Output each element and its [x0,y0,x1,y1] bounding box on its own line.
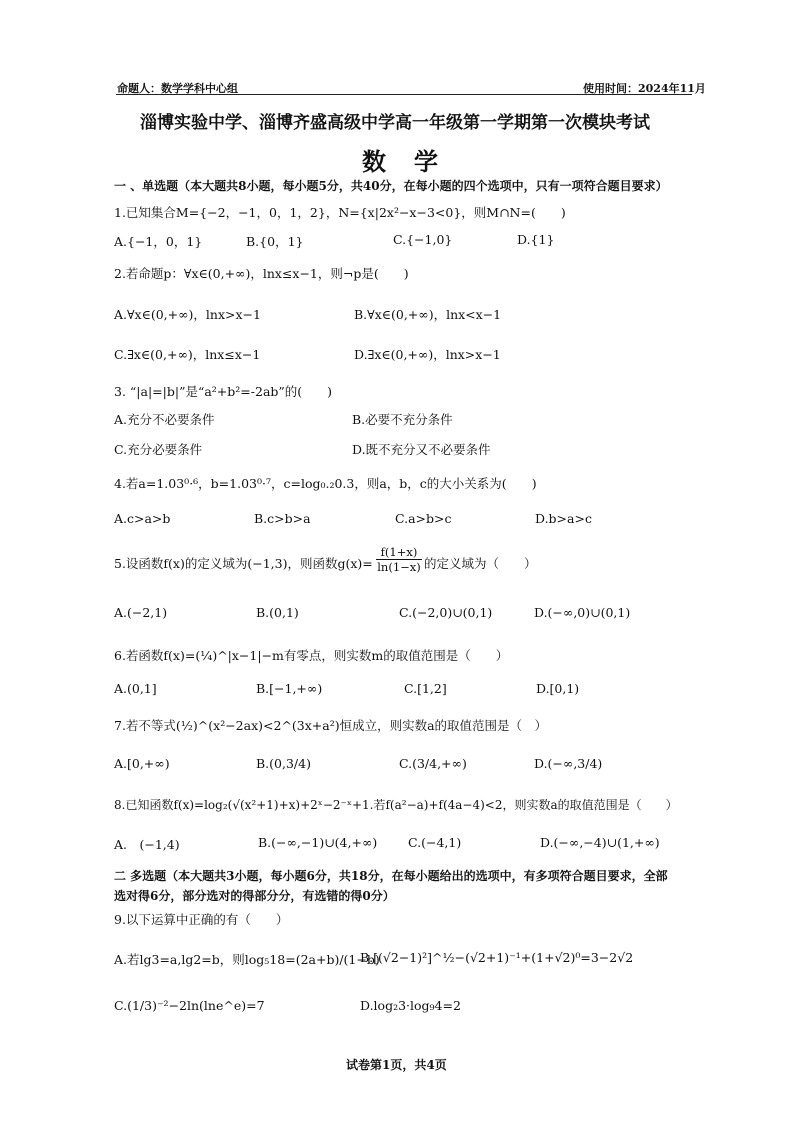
q4-option-d: D.b>a>c [535,511,592,526]
q6-option-b: B.[−1,+∞) [256,681,323,696]
q1-option-a: A.{−1，0，1} [114,234,203,249]
q3-option-c: C.充分必要条件 [114,442,203,457]
q8-option-c: C.(−4,1) [408,835,462,850]
header-author: 命题人：数学学科中心组 [117,82,238,95]
q9-option-b: B.[(√2−1)²]^½−(√2+1)⁻¹+(1+√2)⁰=3−2√2 [360,950,634,965]
q4-option-c: C.a>b>c [395,511,452,526]
q3-option-b: B.必要不充分条件 [352,412,453,427]
q5-option-d: D.(−∞,0)∪(0,1) [534,605,631,620]
q8-option-d: D.(−∞,−4)∪(1,+∞) [540,835,660,850]
question-5-stem-a: 5.设函数f(x)的定义域为(−1,3)，则函数g(x)= [114,556,373,571]
page-footer: 试卷第1页，共4页 [346,1058,447,1072]
section-heading-multi-choice-line1: 二 多选题（本大题共3小题，每小题6分，共18分，在每小题给出的选项中，有多项符合题目要求，全部 [114,869,668,883]
q2-option-c: C.∃x∈(0,+∞)，lnx≤x−1 [114,347,261,362]
q6-option-c: C.[1,2] [404,681,447,696]
question-4-stem: 4.若a=1.03⁰·⁶，b=1.03⁰·⁷，c=log₀.₂0.3，则a，b，c的大小关系为( ) [114,476,537,491]
header-divider [116,94,692,95]
q5-option-c: C.(−2,0)∪(0,1) [399,605,493,620]
q6-option-d: D.[0,1) [536,681,580,696]
q3-option-a: A.充分不必要条件 [114,412,215,427]
question-2-stem: 2.若命题p：∀x∈(0,+∞)，lnx≤x−1，则¬p是( ) [114,266,409,281]
q5-option-b: B.(0,1) [256,605,299,620]
subject-title: 数学 [362,148,466,176]
q5-frac-denominator: ln(1−x) [377,560,421,574]
q4-option-a: A.c>a>b [114,511,171,526]
q4-option-b: B.c>b>a [254,511,311,526]
question-3-stem: 3. “|a|=|b|”是“a²+b²=-2ab”的( ) [114,384,333,399]
q9-option-a: A.若lg3=a,lg2=b，则log₅18=(2a+b)/(1−b) [114,952,380,967]
header-date: 使用时间：2024年11月 [583,82,706,95]
q1-option-d: D.{1} [517,232,555,247]
q2-option-b: B.∀x∈(0,+∞)，lnx<x−1 [354,307,502,322]
question-8-stem: 8.已知函数f(x)=log₂(√(x²+1)+x)+2ˣ−2⁻ˣ+1.若f(a²−a)+f(4a−4)<2，则实数a的取值范围是（ ） [114,798,678,812]
q1-option-c: C.{−1,0} [393,232,453,247]
question-5-stem-b: 的定义域为（ ） [424,556,537,571]
q5-option-a: A.(−2,1) [114,605,168,620]
section-heading-multi-choice-line2: 选对得6分，部分选对的得部分分，有选错的得0分） [114,889,395,903]
question-1-stem: 1.已知集合M={−2，−1，0，1，2}，N={x|2x²−x−3<0}，则M∩N=( ) [114,205,566,220]
exam-title: 淄博实验中学、淄博齐盛高级中学高一年级第一学期第一次模块考试 [140,113,650,133]
q9-option-c: C.(1/3)⁻²−2ln(lne^e)=7 [114,998,265,1013]
question-5-fraction [376,545,422,574]
q3-option-d: D.既不充分又不必要条件 [352,442,491,457]
q7-option-b: B.(0,3/4) [256,756,311,771]
q6-option-a: A.(0,1] [114,681,157,696]
question-6-stem: 6.若函数f(x)=(¼)^|x−1|−m有零点，则实数m的取值范围是（ ） [114,648,509,663]
question-7-stem: 7.若不等式(½)^(x²−2ax)<2^(3x+a²)恒成立，则实数a的取值范围是（ ） [114,718,548,733]
section-heading-single-choice: 一 、单选题（本大题共8小题，每小题5分，共40分，在每小题的四个选项中，只有一项符合题目要求） [114,179,668,193]
q7-option-a: A.[0,+∞) [114,756,170,771]
question-9-stem: 9.以下运算中正确的有（ ） [114,912,289,927]
q7-option-c: C.(3/4,+∞) [399,756,467,771]
q2-option-d: D.∃x∈(0,+∞)，lnx>x−1 [354,347,501,362]
q7-option-d: D.(−∞,3/4) [534,756,603,771]
q2-option-a: A.∀x∈(0,+∞)，lnx>x−1 [114,307,261,322]
q1-option-b: B.{0，1} [246,234,304,249]
q8-option-b: B.(−∞,−1)∪(4,+∞) [258,835,378,850]
q5-frac-numerator: f(1+x) [376,545,422,560]
q8-option-a: A. (−1,4) [114,837,180,852]
q9-option-d: D.log₂3·log₉4=2 [360,998,461,1013]
